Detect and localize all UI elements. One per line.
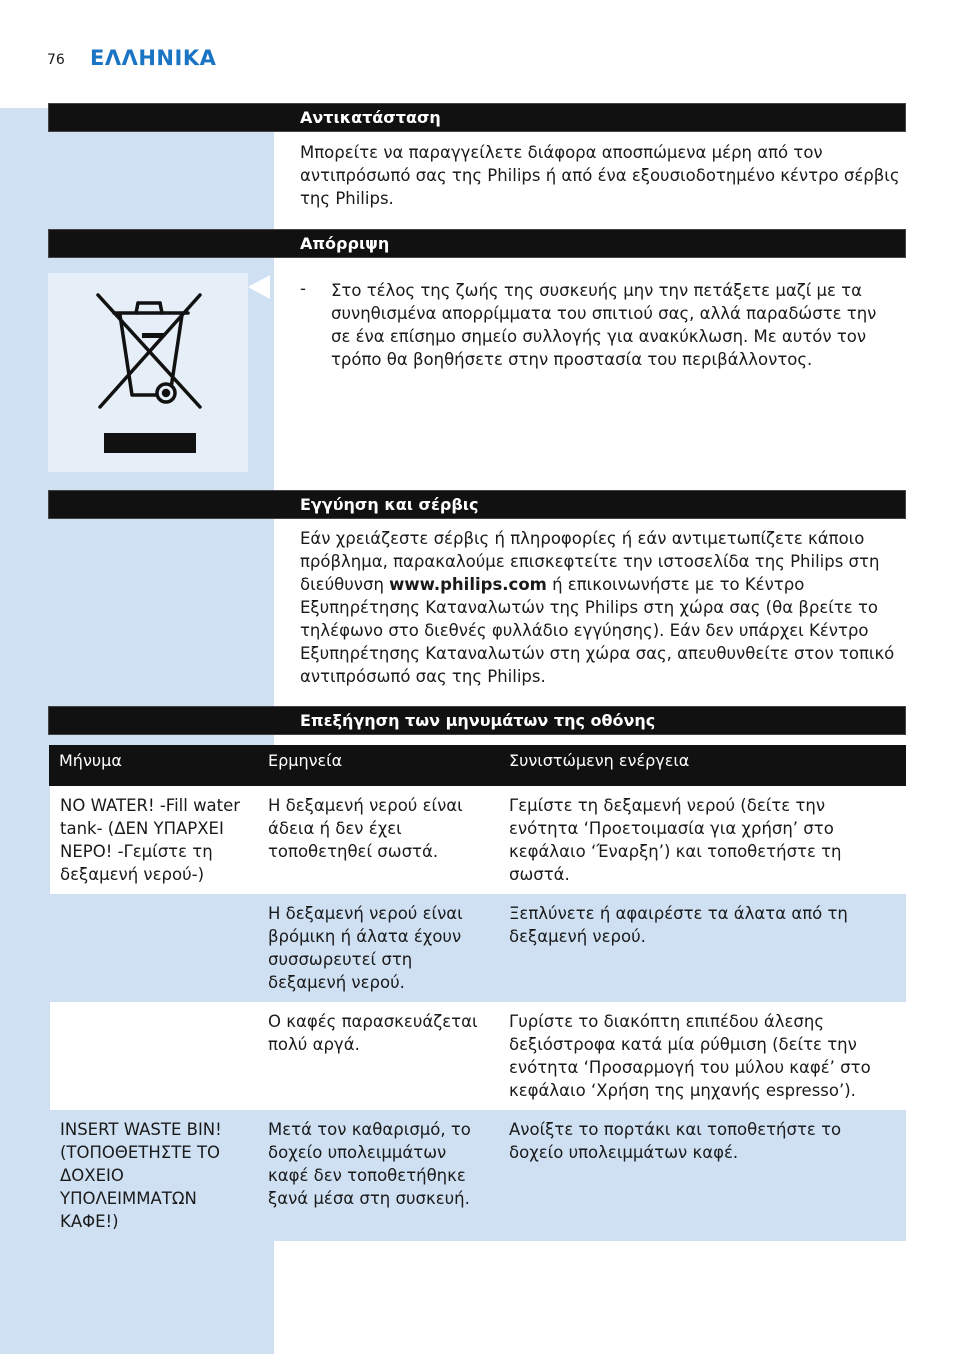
messages-table: [48, 745, 906, 1241]
message-cell: [49, 894, 258, 1002]
table-row: [49, 1002, 906, 1110]
column-header-message: Μήνυμα: [49, 745, 258, 786]
action-cell: Γυρίστε το διακόπτη επιπέδου άλεσης δεξιόστροφα κατά μία ρύθμιση (δείτε την ενότητα ‘Προσαρμογή του μύλου καφέ’ στο κεφάλαιο ‘Χρήση της μηχανής espresso’).: [499, 1002, 906, 1110]
column-header-meaning: Ερμηνεία: [258, 745, 499, 786]
section-header-messages: [48, 706, 906, 735]
section-header-guarantee: [48, 490, 906, 519]
action-cell: Γεμίστε τη δεξαμενή νερού (δείτε την ενότητα ‘Προετοιμασία για χρήση’ στο κεφάλαιο ‘Έναρξη’) και τοποθετήστε τη σωστά.: [499, 786, 906, 894]
meaning-cell: Η δεξαμενή νερού είναι άδεια ή δεν έχει τοποθετηθεί σωστά.: [258, 786, 499, 894]
section-title: Επεξήγηση των μηνυμάτων της οθόνης: [300, 711, 656, 730]
bullet-dash: -: [300, 279, 306, 298]
table-header-row: [49, 745, 906, 786]
page-number: 76: [47, 52, 65, 68]
crossed-out-wheelie-bin-icon: [48, 273, 248, 472]
guarantee-text: [300, 527, 900, 688]
philips-website-link[interactable]: www.philips.com: [389, 575, 547, 594]
section-title: Εγγύηση και σέρβις: [300, 495, 479, 514]
language-heading: ΕΛΛΗΝΙΚΑ: [90, 46, 217, 70]
message-cell: INSERT WASTE BIN! (ΤΟΠΟΘΕΤΗΣΤΕ ΤΟ ΔΟΧΕΙΟ ΥΠΟΛΕΙΜΜΑΤΩΝ ΚΑΦΕ!): [49, 1110, 258, 1241]
section-header-replacement: [48, 103, 906, 132]
table-row: [49, 894, 906, 1002]
table-row: [49, 1110, 906, 1241]
column-header-action: Συνιστώμενη ενέργεια: [499, 745, 906, 786]
guarantee-text-before: Εάν χρειάζεστε σέρβις ή πληροφορίες ή εάν αντιμετωπίζετε κάποιο πρόβλημα, παρακαλούμε επισκεφτείτε την ιστοσελίδα της Philips στη διεύθυνση: [300, 529, 880, 594]
meaning-cell: Η δεξαμενή νερού είναι βρόμικη ή άλατα έχουν συσσωρευτεί στη δεξαμενή νερού.: [258, 894, 499, 1002]
action-cell: Ξεπλύνετε ή αφαιρέστε τα άλατα από τη δεξαμενή νερού.: [499, 894, 906, 1002]
section-title: Απόρριψη: [300, 234, 390, 253]
disposal-icon-panel: [48, 273, 248, 472]
section-title: Αντικατάσταση: [300, 108, 441, 127]
message-cell: [49, 1002, 258, 1110]
replacement-text: Μπορείτε να παραγγείλετε διάφορα αποσπώμενα μέρη από τον αντιπρόσωπό σας της Philips ή από ένα εξουσιοδοτημένο κέντρο σέρβις της Philips.: [300, 143, 900, 208]
table-row: [49, 786, 906, 894]
meaning-cell: Ο καφές παρασκευάζεται πολύ αργά.: [258, 1002, 499, 1110]
message-cell: NO WATER! -Fill water tank- (ΔΕΝ ΥΠΑΡΧΕΙ ΝΕΡΟ! -Γεμίστε τη δεξαμενή νερού-): [49, 786, 258, 894]
action-cell: Ανοίξτε το πορτάκι και τοποθετήστε το δοχείο υπολειμμάτων καφέ.: [499, 1110, 906, 1241]
disposal-text: Στο τέλος της ζωής της συσκευής μην την πετάξετε μαζί με τα συνηθισμένα απορρίμματα του σπιτιού σας, αλλά παραδώστε την σε ένα επίσημο σημείο συλλογής για ανακύκλωση. Με αυτόν τον τρόπο θα βοηθήσετε στην προστασία του περιβάλλοντος.: [331, 281, 877, 369]
section-header-disposal: [48, 229, 906, 258]
meaning-cell: Μετά τον καθαρισμό, το δοχείο υπολειμμάτων καφέ δεν τοποθετήθηκε ξανά μέσα στη συσκευή.: [258, 1110, 499, 1241]
panel-pointer: [248, 275, 270, 299]
guarantee-text-after: ή επικοινωνήστε με το Κέντρο Εξυπηρέτησης Καταναλωτών της Philips στη χώρα σας (θα βρείτε το τηλέφωνο στο διεθνές φυλλάδιο εγγύησης). Εάν δεν υπάρχει Κέντρο Εξυπηρέτησης Καταναλωτών στη χώρα σας, απευθυνθείτε στον τοπικό αντιπρόσωπό σας της Philips.: [300, 575, 895, 686]
